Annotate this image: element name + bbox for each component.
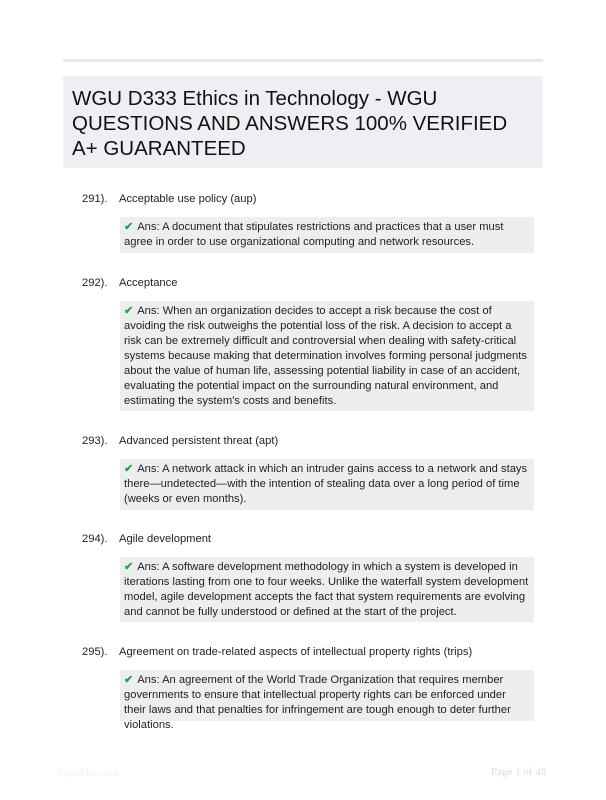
answer-text: Ans: An agreement of the World Trade Organization that requires member governments to ensure that intellectual property rights can be enforced under their laws and that penalties for infringement are tough enough to deter further violations. xyxy=(124,674,511,731)
answer-box xyxy=(120,670,534,731)
question-number: 295). xyxy=(82,646,108,658)
answer-text: Ans: A network attack in which an intruder gains access to a network and stays there—undetected—with the intention of stealing data over a long period of time (weeks or even months). xyxy=(124,463,528,505)
question-term: Acceptable use policy (aup) xyxy=(119,193,257,205)
question-number: 292). xyxy=(82,277,108,289)
check-icon: ✔ xyxy=(124,305,134,317)
document-title: WGU D333 Ethics in Technology - WGU QUESTIONS AND ANSWERS 100% VERIFIED A+ GUARANTEED xyxy=(72,87,508,160)
check-icon: ✔ xyxy=(124,221,134,233)
title-banner xyxy=(63,76,543,168)
question-number: 294). xyxy=(82,533,108,545)
question-term: Agreement on trade-related aspects of intellectual property rights (trips) xyxy=(119,646,473,658)
question-term: Acceptance xyxy=(119,277,178,289)
answer-text: Ans: A document that stipulates restrictions and practices that a user must agree in order to use organizational computing and network resources. xyxy=(124,221,504,248)
answer-box xyxy=(120,217,534,253)
check-icon: ✔ xyxy=(124,674,134,686)
question-term: Agile development xyxy=(119,533,212,545)
question-number: 291). xyxy=(82,193,108,205)
answer-box xyxy=(120,557,534,622)
page-indicator: Page 1 of 48 xyxy=(491,766,547,778)
question-number: 293). xyxy=(82,435,108,447)
check-icon: ✔ xyxy=(124,561,134,573)
answer-box xyxy=(120,301,534,411)
top-divider xyxy=(63,59,543,62)
question-term: Advanced persistent threat (apt) xyxy=(119,435,279,447)
answer-text: Ans: A software development methodology in which a system is developed in iterations lasting from one to four weeks. Unlike the waterfall system development model, agile development accepts the fact that system requirements are evolving and cannot be fully understood or defined at the start of the project. xyxy=(124,561,529,618)
check-icon: ✔ xyxy=(124,463,134,475)
footer-watermark: Paperlibic.com xyxy=(58,768,119,779)
answer-box xyxy=(120,459,534,510)
answer-text: Ans: When an organization decides to accept a risk because the cost of avoiding the risk outweighs the potential loss of the risk. A decision to accept a risk can be extremely difficult and controversial when dealing with safety-critical systems because making that determination involves forming personal judgments about the value of human life, assessing potential liability in case of an accident, evaluating the potential impact on the surrounding natural environment, and estimating the system's costs and benefits. xyxy=(124,305,527,407)
